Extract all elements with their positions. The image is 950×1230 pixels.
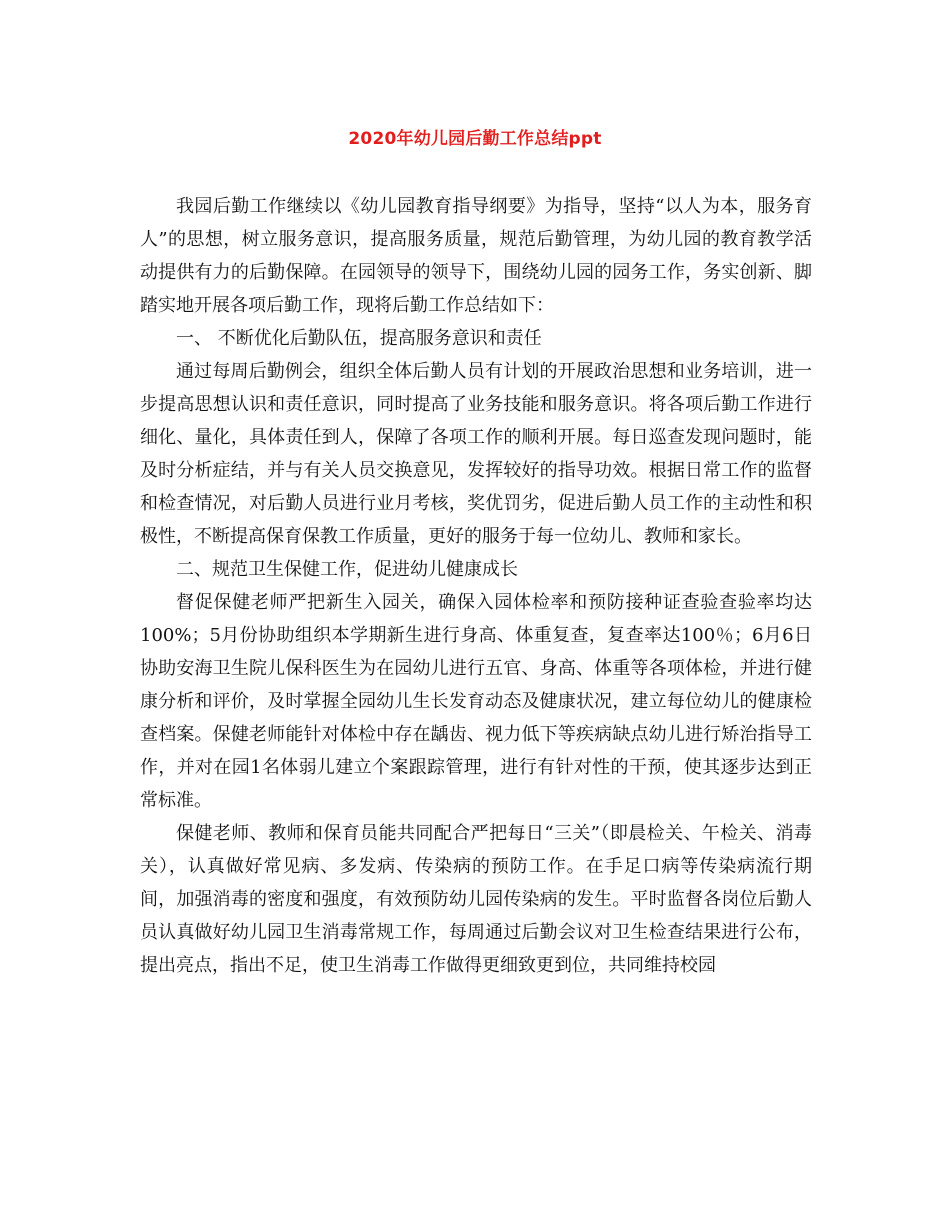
paragraph-section-2-a: 督促保健老师严把新生入园关，确保入园体检率和预防接种证查验查验率均达100%；5月份协助组织本学期新生进行身高、体重复查，复查率达100％；6月6日协助安海卫生院儿保科医生为在园幼儿进行五官、身高、体重等各项体检，并进行健康分析和评价，及时掌握全园幼儿生长发育动态及健康状况，建立每位幼儿的健康检查档案。保健老师能针对体检中存在龋齿、视力低下等疾病缺点幼儿进行矫治指导工作，并对在园1名体弱儿建立个案跟踪管理，进行有针对性的干预，使其逐步达到正常标准。 (140, 592, 812, 811)
paragraph-intro: 我园后勤工作继续以《幼儿园教育指导纲要》为指导，坚持“以人为本，服务育人”的思想，树立服务意识，提高服务质量，规范后勤管理，为幼儿园的教育教学活动提供有力的后勤保障。在园领导的领导下，围绕幼儿园的园务工作，务实创新、脚踏实地开展各项后勤工作，现将后勤工作总结如下： (140, 196, 812, 316)
paragraph-section-2-b: 保健老师、教师和保育员能共同配合严把每日“三关”（即晨检关、午检关、消毒关），认真做好常见病、多发病、传染病的预防工作。在手足口病等传染病流行期间，加强消毒的密度和强度，有效预防幼儿园传染病的发生。平时监督各岗位后勤人员认真做好幼儿园卫生消毒常规工作，每周通过后勤会议对卫生检查结果进行公布，提出亮点，指出不足，使卫生消毒工作做得更细致更到位，共同维持校园 (140, 823, 812, 976)
document-title: 2020年幼儿园后勤工作总结ppt (348, 129, 602, 149)
section-heading-1: 一、 不断优化后勤队伍，提高服务意识和责任 (176, 328, 542, 349)
section-heading-2: 二、规范卫生保健工作，促进幼儿健康成长 (176, 559, 518, 580)
paragraph-section-1: 通过每周后勤例会，组织全体后勤人员有计划的开展政治思想和业务培训，进一步提高思想认识和责任意识，同时提高了业务技能和服务意识。将各项后勤工作进行细化、量化，具体责任到人，保障了各项工作的顺利开展。每日巡查发现问题时，能及时分析症结，并与有关人员交换意见，发挥较好的指导功效。根据日常工作的监督和检查情况，对后勤人员进行业月考核，奖优罚劣，促进后勤人员工作的主动性和积极性，不断提高保育保教工作质量，更好的服务于每一位幼儿、教师和家长。 (140, 361, 812, 547)
document-body (140, 190, 812, 982)
